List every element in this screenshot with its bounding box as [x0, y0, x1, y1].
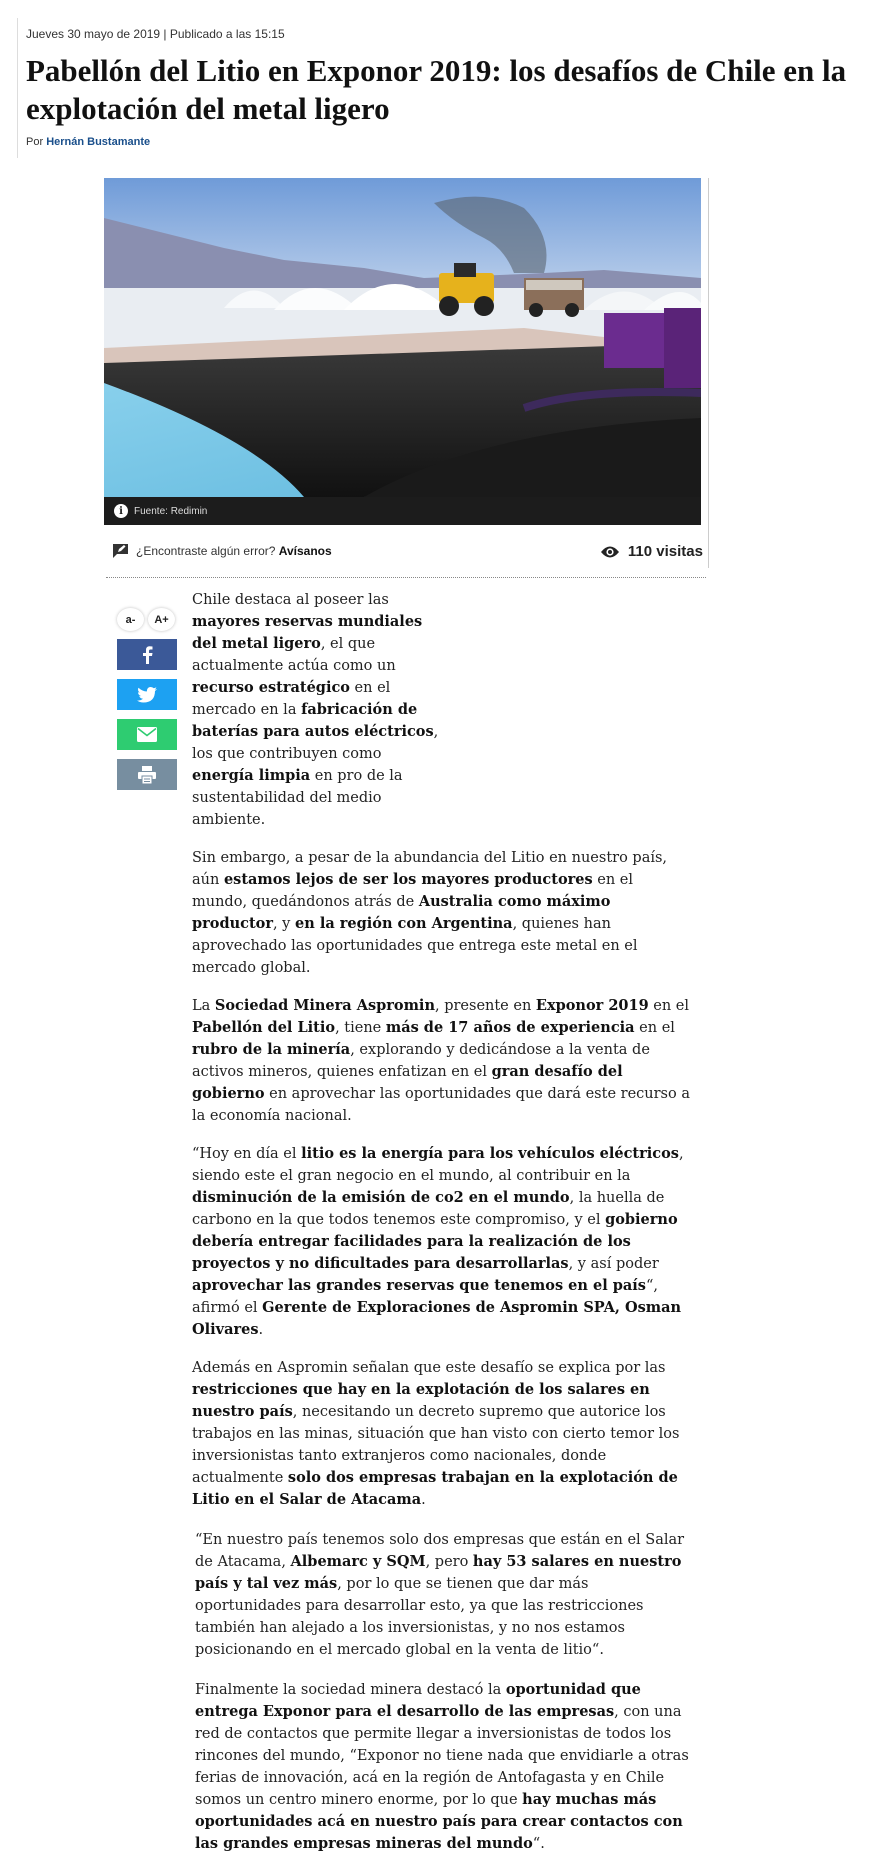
body-paragraph-6: “En nuestro país tenemos solo dos empresas que están en el Salar de Atacama, Albemarc y SQM, pero hay 53 salares en nuestro país y tal vez más, por lo que se tienen que dar más oportunidades para desarrollar esto, ya que las restricciones también han alejado a los inversionistas, y no nos estamos posicionando en el mercado global en la venta de litio“. — [195, 1532, 685, 1658]
author-link[interactable]: Hernán Bustamante — [46, 136, 151, 148]
eye-icon — [600, 545, 620, 559]
font-increase-button[interactable]: A+ — [148, 608, 175, 631]
body-paragraph-4: “Hoy en día el litio es la energía para los vehículos eléctricos, siendo este el gran negocio en el mundo, al contribuir en la disminución de la emisión de co2 en el mundo, la huella de carbono en la que todos tenemos este compromiso, y el gobierno debería entregar facilidades para la realización de los proyectos y no dificultades para desarrollarlas, y así poder aprovechar las grandes reservas que tenemos en el país“, afirmó el Gerente de Exploraciones de Aspromin SPA, Osman Olivares. — [192, 1145, 684, 1338]
byline-prefix: Por — [26, 136, 47, 148]
print-icon — [138, 766, 156, 784]
dotted-separator — [106, 577, 706, 578]
body-paragraph-3: La Sociedad Minera Aspromin, presente en Exponor 2019 en el Pabellón del Litio, tiene más de 17 años de experiencia en el rubro de la minería, explorando y dedicándose a la venta de activos mineros, quienes enfatizan en el gran desafío del gobierno en aprovechar las oportunidades que dará este recurso a la economía nacional. — [192, 997, 690, 1124]
article-body — [192, 589, 692, 1871]
article-dateline: Jueves 30 mayo de 2019 | Publicado a las 15:15 — [26, 27, 285, 41]
info-icon: i — [114, 504, 128, 518]
email-icon — [137, 727, 157, 742]
visits-counter — [600, 543, 703, 560]
header-rule — [17, 18, 18, 158]
email-share-button[interactable] — [117, 719, 177, 750]
content-rule — [708, 178, 709, 568]
body-paragraph-7: Finalmente la sociedad minera destacó la oportunidad que entrega Exponor para el desarrollo de las empresas, con una red de contactos que permite llegar a inversionistas de todos los rincones del mundo, “Exponor no tiene nada que envidiarle a otras ferias de innovación, acá en la región de Antofagasta y en Chile somos un centro minero enorme, por lo que hay muchas más oportunidades acá en nuestro país para crear contactos con las grandes empresas mineras del mundo“. — [195, 1681, 689, 1852]
error-report — [112, 543, 332, 558]
error-question: ¿Encontraste algún error? — [136, 543, 276, 558]
font-decrease-button[interactable]: a- — [117, 608, 144, 631]
print-button[interactable] — [117, 759, 177, 790]
twitter-share-button[interactable] — [117, 679, 177, 710]
article-title: Pabellón del Litio en Exponor 2019: los desafíos de Chile en la explotación del metal ligero — [26, 53, 847, 126]
twitter-icon — [137, 687, 157, 703]
report-error-link[interactable]: Avísanos — [278, 543, 332, 558]
body-paragraph-5: Además en Aspromin señalan que este desafío se explica por las restricciones que hay en la explotación de los salares en nuestro país, necesitando un decreto supremo que autorice los trabajos en las minas, situación que han visto con cierto temor los inversionistas tanto extranjeros como nacionales, donde actualmente solo dos empresas trabajan en la explotación de Litio en el Salar de Atacama. — [192, 1360, 680, 1508]
article-byline — [26, 136, 150, 148]
article-figure — [104, 178, 701, 525]
article-photo — [104, 178, 701, 497]
report-error-icon — [112, 543, 129, 558]
facebook-icon — [141, 646, 153, 664]
photo-caption: Fuente: Redimin — [134, 505, 208, 517]
share-toolbar — [117, 608, 177, 799]
font-size-controls — [117, 608, 175, 631]
body-paragraph-2: Sin embargo, a pesar de la abundancia del Litio en nuestro país, aún estamos lejos de ser los mayores productores en el mundo, quedándonos atrás de Australia como máximo productor, y en la región con Argentina, quienes han aprovechado las oportunidades que entrega este metal en el mercado global. — [192, 850, 668, 976]
body-paragraph-1: Chile destaca al poseer las mayores reservas mundiales del metal ligero, el que actualmente actúa como un recurso estratégico en el mercado en la fabricación de baterías para autos eléctricos, los que contribuyen como energía limpia en pro de la sustentabilidad del medio ambiente. — [192, 592, 439, 828]
facebook-share-button[interactable] — [117, 639, 177, 670]
photo-caption-bar — [104, 497, 701, 525]
visits-count: 110 visitas — [627, 543, 703, 560]
